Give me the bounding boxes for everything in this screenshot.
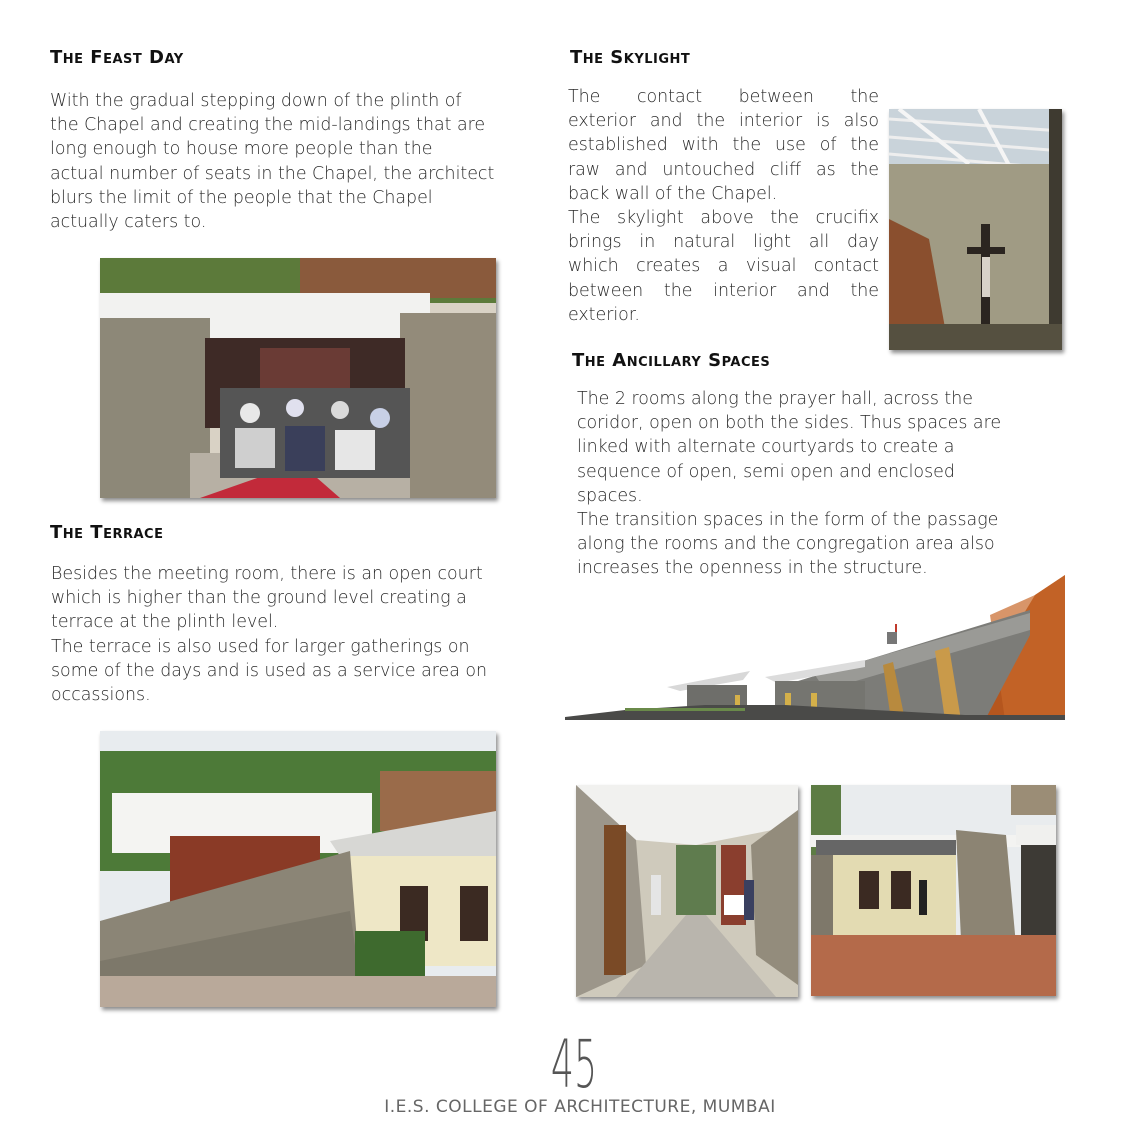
- text-line: The skylight above the crucifix: [568, 208, 879, 229]
- heading-feast-day: The Feast Day: [50, 47, 184, 68]
- ancillary-paragraph: [577, 387, 1049, 581]
- text-line: between the interior and the: [568, 280, 879, 301]
- text-line: actually caters to.: [50, 212, 207, 233]
- heading-skylight: The Skylight: [570, 47, 691, 68]
- terrace-paragraph: [51, 562, 524, 707]
- text-line: actual number of seats in the Chapel, the architect: [50, 163, 495, 184]
- text-line: along the rooms and the congregation area also: [577, 534, 995, 555]
- text-line: exterior and the interior is also: [568, 111, 879, 132]
- text-line: spaces.: [577, 485, 643, 506]
- page-number: 45: [550, 1026, 598, 1103]
- courtyard-photo: [811, 785, 1056, 996]
- heading-terrace: The Terrace: [50, 522, 164, 543]
- text-line: raw and untouched cliff as the: [568, 159, 879, 180]
- text-line: the Chapel and creating the mid-landings that are: [50, 115, 486, 136]
- text-line: The contact between the: [568, 87, 879, 107]
- text-line: With the gradual stepping down of the plinth of: [50, 91, 462, 111]
- skylight-paragraph: [568, 85, 879, 327]
- text-line: Besides the meeting room, there is an open court: [51, 564, 483, 584]
- text-line: terrace at the plinth level.: [51, 612, 279, 633]
- text-line: sequence of open, semi open and enclosed: [577, 461, 955, 482]
- corridor-photo: [576, 785, 798, 997]
- text-line: brings in natural light all day: [568, 232, 879, 253]
- text-line: increases the openness in the structure.: [577, 558, 928, 579]
- text-line: established with the use of the: [568, 135, 879, 156]
- text-line: linked with alternate courtyards to create a: [577, 437, 955, 458]
- text-line: coridor, open on both the sides. Thus spaces are: [577, 413, 1002, 434]
- skylight-photo: [889, 109, 1062, 350]
- text-line: long enough to house more people than the: [50, 139, 433, 160]
- text-line: exterior.: [568, 304, 640, 325]
- text-line: occassions.: [51, 685, 151, 706]
- text-line: which creates a visual contact: [568, 256, 879, 277]
- feast-day-paragraph: [50, 89, 524, 234]
- footer-institution: I.E.S. COLLEGE OF ARCHITECTURE, MUMBAI: [384, 1097, 776, 1117]
- feast-day-photo: [100, 258, 496, 498]
- heading-ancillary-spaces: The Ancillary Spaces: [572, 350, 771, 371]
- terrace-photo: [100, 731, 496, 1007]
- text-line: which is higher than the ground level creating a: [51, 588, 467, 609]
- text-line: The terrace is also used for larger gatherings on: [51, 636, 470, 657]
- text-line: The 2 rooms along the prayer hall, across the: [577, 389, 973, 409]
- text-line: blurs the limit of the people that the Chapel: [50, 187, 433, 208]
- text-line: some of the days and is used as a service area on: [51, 660, 488, 681]
- text-line: back wall of the Chapel.: [568, 183, 778, 204]
- text-line: The transition spaces in the form of the passage: [577, 510, 999, 531]
- chapel-elevation-illustration: [565, 575, 1065, 720]
